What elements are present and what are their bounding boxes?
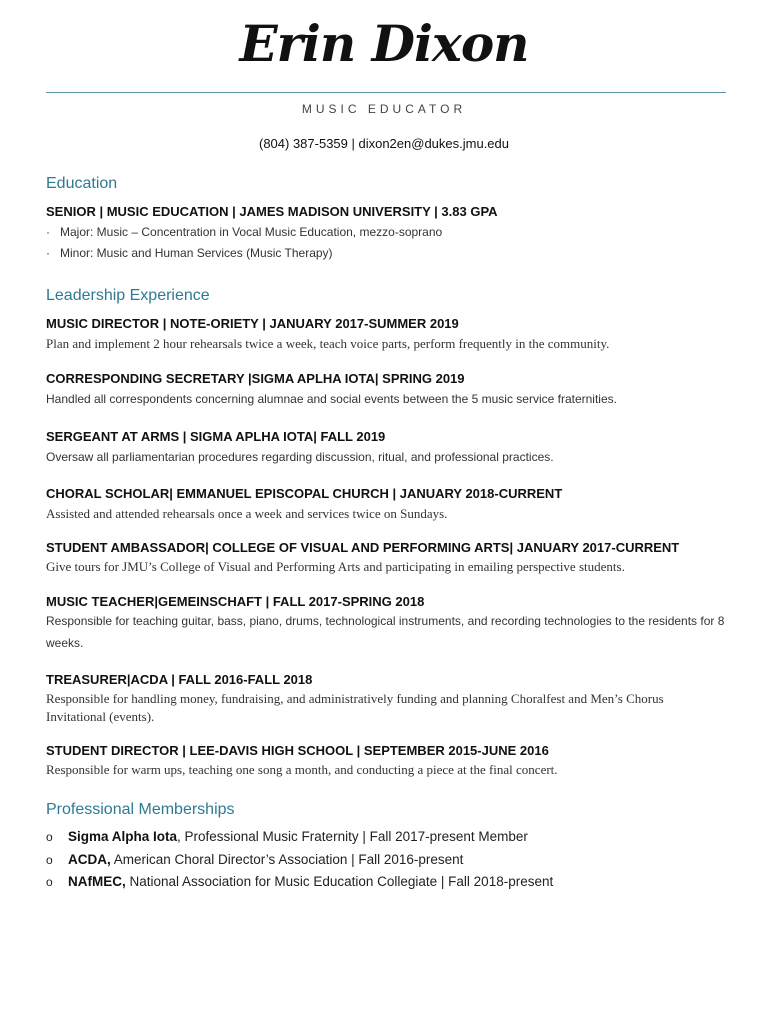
role-title: CHORAL SCHOLAR| EMMANUEL EPISCOPAL CHURCH | JANUARY 2018-CURRENT	[46, 486, 563, 501]
role-title: TREASURER|ACDA | FALL 2016-FALL 2018	[46, 672, 313, 687]
role-description: Handled all correspondents concerning alumnae and social events between the 5 music service fraternities.	[46, 392, 617, 406]
role-title: SERGEANT AT ARMS | SIGMA APLHA IOTA| FALL 2019	[46, 429, 386, 444]
role-description: Responsible for teaching guitar, bass, piano, drums, technological instruments, and recording technologies to the residents for 8 weeks.	[46, 614, 725, 650]
list-bullet: o	[46, 875, 53, 889]
resume-name: Erin Dixon	[239, 14, 529, 73]
role-description: Plan and implement 2 hour rehearsals twice a week, teach voice parts, perform frequently in the community.	[46, 336, 610, 351]
role-title: STUDENT DIRECTOR | LEE-DAVIS HIGH SCHOOL | SEPTEMBER 2015-JUNE 2016	[46, 743, 549, 758]
role-title: STUDENT AMBASSADOR| COLLEGE OF VISUAL AND PERFORMING ARTS| JANUARY 2017-CURRENT	[46, 540, 680, 555]
header-divider	[46, 92, 726, 93]
role-description: Give tours for JMU’s College of Visual and Performing Arts and participating in emailing perspective students.	[46, 559, 625, 574]
education-bullet-minor: · Minor: Music and Human Services (Music Therapy)	[46, 246, 333, 260]
role-description: Oversaw all parliamentarian procedures regarding discussion, ritual, and professional practices.	[46, 450, 554, 464]
membership-item: o ACDA, American Choral Director’s Association | Fall 2016-present	[46, 852, 464, 867]
membership-item: o NAfMEC, National Association for Music Education Collegiate | Fall 2018-present	[46, 874, 554, 889]
education-degree: SENIOR | MUSIC EDUCATION | JAMES MADISON UNIVERSITY | 3.83 GPA	[46, 204, 498, 219]
list-bullet: o	[46, 830, 53, 844]
contact-info: (804) 387-5359 | dixon2en@dukes.jmu.edu	[258, 136, 509, 151]
role-title: MUSIC TEACHER|GEMEINSCHAFT | FALL 2017-SPRING 2018	[46, 594, 425, 609]
role-description: Responsible for handling money, fundraising, and administratively funding and planning Choralfest and Men’s Chorus Invitational (events).	[46, 691, 664, 724]
education-bullet-major: · Major: Music – Concentration in Vocal Music Education, mezzo-soprano	[46, 225, 443, 239]
list-bullet: o	[46, 853, 53, 867]
role-title: CORRESPONDING SECRETARY |SIGMA APLHA IOTA| SPRING 2019	[46, 371, 465, 386]
leadership-heading: Leadership Experience	[46, 287, 210, 304]
professional-title: MUSIC EDUCATOR	[301, 102, 467, 116]
education-heading: Education	[46, 175, 118, 192]
memberships-heading: Professional Memberships	[46, 801, 235, 818]
role-description: Assisted and attended rehearsals once a week and services twice on Sundays.	[46, 506, 448, 521]
role-description: Responsible for warm ups, teaching one song a month, and conducting a piece at the final concert.	[46, 762, 558, 777]
membership-item: o Sigma Alpha Iota, Professional Music Fraternity | Fall 2017-present Member	[46, 829, 528, 844]
role-title: MUSIC DIRECTOR | NOTE-ORIETY | JANUARY 2017-SUMMER 2019	[46, 316, 459, 331]
